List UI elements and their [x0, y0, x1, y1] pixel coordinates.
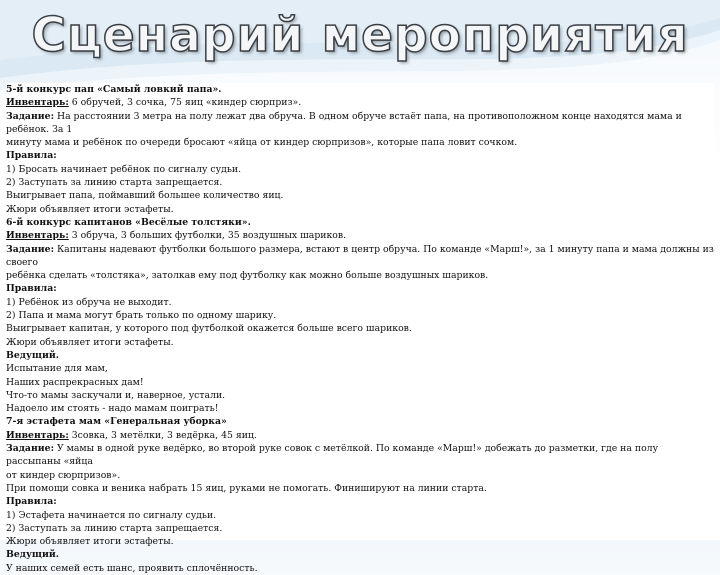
line-text: 2) Заступать за линию старта запрещается.: [6, 522, 223, 534]
bold-label: Ведущий.: [6, 349, 60, 361]
bold-label: 5-й конкурс пап «Самый ловкий папа».: [6, 84, 222, 95]
line-text: минуту мама и ребёнок по очереди бросают «яйца от киндер сюрпризов», которые папа ловит сочком.: [6, 137, 518, 149]
text-line: [6, 136, 714, 149]
bold-label: Инвентарь:: [6, 429, 69, 441]
text-line: [6, 96, 714, 109]
text-line: [6, 322, 714, 335]
line-text: Капитаны надевают футболки большого размера, встают в центр обруча. По команде «Марш!», за 1 минуту папа и мама должны из своего: [6, 243, 714, 268]
text-line: [6, 83, 714, 96]
bold-label: Правила:: [6, 150, 57, 162]
text-line: [6, 522, 714, 535]
text-line: [6, 402, 714, 415]
bold-label: 7-я эстафета мам «Генеральная уборка»: [6, 416, 227, 428]
line-text: Испытание для мам,: [6, 363, 108, 375]
line-text: 3совка, 3 метёлки, 3 ведёрка, 45 яиц.: [68, 429, 257, 441]
bold-label: 6-й конкурс капитанов «Весёлые толстяки».: [6, 216, 251, 228]
bold-label: Правила:: [6, 496, 57, 508]
text-line: [6, 176, 714, 189]
text-line: [6, 110, 714, 137]
slide-title: Сценарий мероприятия: [31, 8, 689, 63]
text-line: [6, 269, 714, 282]
line-text: Жюри объявляет итоги эстафеты.: [6, 336, 174, 348]
line-text: 2) Заступать за линию старта запрещается.: [6, 177, 223, 189]
line-text: Жюри объявляет итоги эстафеты.: [6, 203, 174, 215]
bold-label: Инвентарь:: [6, 230, 69, 242]
text-line: [6, 336, 714, 349]
text-line: [6, 389, 714, 402]
text-line: [6, 495, 714, 508]
line-text: 2) Папа и мама могут брать только по одному шарику.: [6, 310, 277, 322]
text-line: [6, 149, 714, 162]
text-line: [6, 442, 714, 469]
line-text: У мамы в одной руке ведёрко, во второй руке совок с метёлкой. По команде «Марш!» добежать до разметки, где на полу рассыпаны «яйца: [6, 443, 659, 468]
line-text: Надоело им стоять - надо мамам поиграть!: [6, 403, 219, 415]
text-line: [6, 376, 714, 389]
line-text: Жюри объявляет итоги эстафеты.: [6, 536, 174, 548]
line-text: 6 обручей, 3 сочка, 75 яиц «киндер сюрприз».: [68, 97, 302, 109]
text-line: [6, 296, 714, 309]
text-line: [6, 229, 714, 242]
bold-label: Задание:: [6, 110, 54, 122]
text-line: [6, 562, 714, 575]
bold-label: Ведущий.: [6, 549, 60, 561]
document-body: [6, 83, 714, 574]
line-text: У наших семей есть шанс, проявить сплочённость.: [6, 562, 258, 574]
line-text: 1) Ребёнок из обруча не выходит.: [6, 296, 172, 308]
line-text: 1) Эстафета начинается по сигналу судьи.: [6, 509, 217, 521]
line-text: Наших распрекрасных дам!: [6, 376, 144, 388]
line-text: На расстоянии 3 метра на полу лежат два обруча. В одном обруче встаёт папа, на противоположном конце находятся мама и ребёнок. За 1: [6, 110, 682, 135]
text-line: [6, 535, 714, 548]
line-text: 3 обруча, 3 больших футболки, 35 воздушных шариков.: [68, 230, 347, 242]
text-line: [6, 429, 714, 442]
text-line: [6, 548, 714, 561]
line-text: от киндер сюрпризов».: [6, 469, 121, 481]
line-text: Выигрывает папа, поймавший большее количество яиц.: [6, 190, 284, 202]
line-text: Выигрывает капитан, у которого под футболкой окажется больше всего шариков.: [6, 323, 412, 335]
text-line: [6, 469, 714, 482]
bold-label: Задание:: [6, 243, 54, 255]
text-line: [6, 282, 714, 295]
text-line: [6, 362, 714, 375]
line-text: При помощи совка и веника набрать 15 яиц, руками не помогать. Финишируют на линии старта.: [6, 482, 487, 494]
bold-label: Правила:: [6, 283, 57, 295]
text-line: [6, 415, 714, 428]
text-line: [6, 189, 714, 202]
bold-label: Инвентарь:: [6, 97, 69, 109]
bold-label: Задание:: [6, 443, 54, 455]
line-text: 1) Бросать начинает ребёнок по сигналу судьи.: [6, 163, 242, 175]
text-line: [6, 203, 714, 216]
line-text: Что-то мамы заскучали и, наверное, устали.: [6, 389, 226, 401]
text-line: [6, 216, 714, 229]
text-line: [6, 509, 714, 522]
text-line: [6, 309, 714, 322]
text-line: [6, 482, 714, 495]
text-line: [6, 349, 714, 362]
line-text: ребёнка сделать «толстяка», затолкав ему под футболку как можно больше воздушных шариков.: [6, 270, 489, 282]
text-line: [6, 243, 714, 270]
text-line: [6, 163, 714, 176]
